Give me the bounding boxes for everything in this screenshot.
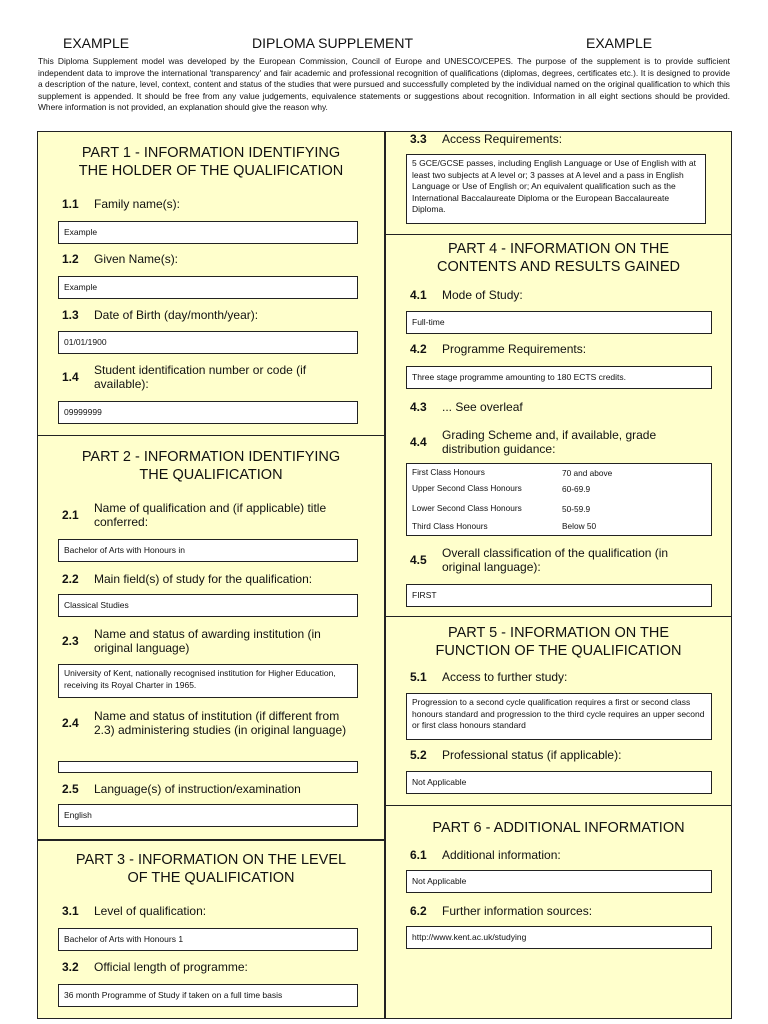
field-number: 4.2	[410, 342, 427, 356]
overall-classification-field[interactable]: FIRST	[406, 584, 712, 607]
grading-row	[412, 499, 706, 518]
field-label: Overall classification of the qualification (in original language):	[442, 546, 669, 574]
field-number: 2.1	[62, 508, 79, 522]
field-label: Given Name(s):	[94, 252, 179, 266]
document-title: DIPLOMA SUPPLEMENT	[252, 35, 414, 51]
part2-title-line2: THE QUALIFICATION	[139, 467, 283, 483]
field-4-1-label	[410, 288, 710, 302]
part6-panel	[385, 805, 732, 1019]
field-label: Date of Birth (day/month/year):	[94, 308, 259, 322]
part1-panel	[37, 131, 385, 437]
grading-row	[412, 520, 706, 532]
field-number: 5.2	[410, 748, 427, 762]
field-6-2-label	[410, 904, 710, 918]
field-number: 6.1	[410, 848, 427, 862]
field-number: 2.5	[62, 782, 79, 796]
date-of-birth-field[interactable]: 01/01/1900	[58, 331, 358, 354]
grading-scheme-table	[406, 463, 712, 536]
access-requirements-field[interactable]: 5 GCE/GCSE passes, including English Language or Use of English with at least two subjects at A level or; 3 passes at A level and a pass in English Language or Use of English or; An equivalent qualification such as the International Baccalaureate Diploma or the European Baccalaureate Diploma.	[406, 154, 706, 224]
part2-panel	[37, 435, 385, 840]
field-label: Access Requirements:	[442, 132, 563, 146]
field-label: Programme Requirements:	[442, 342, 587, 356]
field-4-4-label	[410, 428, 700, 456]
grade-range: 50-59.9	[562, 503, 591, 514]
given-name-field[interactable]: Example	[58, 276, 358, 299]
field-number: 1.1	[62, 197, 79, 211]
additional-information-field[interactable]: Not Applicable	[406, 870, 712, 893]
field-4-5-label	[410, 546, 700, 574]
part4-title-line1: PART 4 - INFORMATION ON THE	[447, 241, 669, 257]
field-label: Name and status of institution (if different from 2.3) administering studies (in original language)	[94, 709, 347, 737]
field-2-4-label	[62, 709, 362, 737]
field-label: Official length of programme:	[94, 960, 248, 974]
field-number: 1.4	[62, 370, 79, 384]
field-2-2-label	[62, 572, 362, 586]
field-label: Mode of Study:	[442, 288, 523, 302]
part4-panel	[385, 234, 732, 618]
field-2-5-label	[62, 782, 362, 796]
field-label: ... See overleaf	[442, 400, 523, 414]
qualification-name-field[interactable]: Bachelor of Arts with Honours in	[58, 539, 358, 562]
field-label: Student identification number or code (if available):	[94, 363, 307, 391]
part4-title-line2: CONTENTS AND RESULTS GAINED	[436, 259, 681, 275]
field-2-3-label	[62, 627, 352, 655]
part5-title-line1: PART 5 - INFORMATION ON THE	[447, 625, 669, 641]
grade-class: Third Class Honours	[412, 520, 488, 531]
field-4-3-label	[410, 400, 710, 414]
grade-range: 70 and above	[562, 467, 613, 478]
awarding-institution-field[interactable]: University of Kent, nationally recognised institution for Higher Education, receiving its Royal Charter in 1965.	[58, 664, 358, 698]
field-number: 2.3	[62, 634, 79, 648]
field-number: 3.1	[62, 904, 79, 918]
part5-title-line2: FUNCTION OF THE QUALIFICATION	[435, 643, 682, 659]
field-label: Further information sources:	[442, 904, 593, 918]
part3-title-line1: PART 3 - INFORMATION ON THE LEVEL	[75, 852, 347, 868]
field-1-4-label	[62, 363, 352, 391]
field-number: 4.5	[410, 553, 427, 567]
header-right-label: EXAMPLE	[586, 35, 653, 51]
grade-class: Upper Second Class Honours	[412, 483, 522, 493]
field-number: 2.2	[62, 572, 79, 586]
qualification-level-field[interactable]: Bachelor of Arts with Honours 1	[58, 928, 358, 951]
field-label: Language(s) of instruction/examination	[94, 782, 301, 796]
field-number: 2.4	[62, 716, 79, 730]
field-number: 3.3	[410, 132, 427, 146]
field-label: Name and status of awarding institution (in original language)	[94, 627, 321, 655]
part3-continued-panel	[385, 131, 732, 236]
field-number: 4.4	[410, 435, 427, 449]
part3-panel	[37, 840, 385, 1019]
field-1-1-label	[62, 197, 362, 211]
professional-status-field[interactable]: Not Applicable	[406, 771, 712, 794]
field-2-1-label	[62, 501, 352, 529]
part3-title-line2: OF THE QUALIFICATION	[127, 870, 295, 886]
field-3-1-label	[62, 904, 362, 918]
grade-class: Lower Second Class Honours	[412, 503, 522, 513]
field-1-3-label	[62, 308, 362, 322]
information-sources-field[interactable]: http://www.kent.ac.uk/studying	[406, 926, 712, 949]
part6-title: PART 6 - ADDITIONAL INFORMATION	[432, 820, 685, 836]
programme-length-field[interactable]: 36 month Programme of Study if taken on a full time basis	[58, 984, 358, 1007]
programme-requirements-field[interactable]: Three stage programme amounting to 180 ECTS credits.	[406, 366, 712, 389]
field-label: Main field(s) of study for the qualification:	[94, 572, 313, 586]
field-number: 5.1	[410, 670, 427, 684]
field-4-2-label	[410, 342, 710, 356]
part5-panel	[385, 616, 732, 807]
field-6-1-label	[410, 848, 710, 862]
field-number: 6.2	[410, 904, 427, 918]
field-3-2-label	[62, 960, 362, 974]
field-label: Level of qualification:	[94, 904, 207, 918]
field-3-3-label	[410, 132, 710, 146]
grade-class: First Class Honours	[412, 467, 485, 477]
student-id-field[interactable]: 09999999	[58, 401, 358, 424]
field-number: 1.2	[62, 252, 79, 266]
administering-institution-field[interactable]	[58, 761, 358, 773]
further-study-field[interactable]: Progression to a second cycle qualification requires a first or second class honours standard and progression to the third cycle requires an upper second or first class honours standard	[406, 693, 712, 740]
part1-title-line1: PART 1 - INFORMATION IDENTIFYING	[81, 145, 341, 161]
field-5-1-label	[410, 670, 710, 684]
field-number: 3.2	[62, 960, 79, 974]
intro-paragraph: This Diploma Supplement model was developed by the European Commission, Council of Europe and UNESCO/CEPES. The purpose of the supplement is to provide sufficient independent data to improve the international 'transparency' and fair academic and professional recognition of qualifications (diplomas, degrees, certificates etc.). It is designed to provide a description of the nature, level, context, content and status of the studies that were pursued and successfully completed by the individual named on the original qualification to which this supplement is appended. It should be free from any value judgements, equivalence statements or suggestions about recognition. Information in all eight sections should be provided. Where information is not provided, an explanation should give the reason why.	[38, 56, 730, 112]
part2-title-line1: PART 2 - INFORMATION IDENTIFYING	[81, 449, 341, 465]
grading-row	[412, 479, 706, 498]
grade-range: Below 50	[562, 521, 597, 531]
field-5-2-label	[410, 748, 710, 762]
field-1-2-label	[62, 252, 362, 266]
mode-of-study-field[interactable]: Full-time	[406, 311, 712, 334]
header-left-label: EXAMPLE	[63, 35, 130, 51]
field-label: Family name(s):	[94, 197, 181, 211]
field-label: Professional status (if applicable):	[442, 748, 622, 762]
field-label: Grading Scheme and, if available, grade distribution guidance:	[442, 428, 657, 456]
field-of-study-field[interactable]: Classical Studies	[58, 594, 358, 617]
field-number: 1.3	[62, 308, 79, 322]
field-number: 4.3	[410, 400, 427, 414]
part1-title-line2: THE HOLDER OF THE QUALIFICATION	[78, 163, 344, 179]
grading-row	[412, 467, 706, 478]
field-label: Access to further study:	[442, 670, 568, 684]
field-label: Name of qualification and (if applicable) title conferred:	[94, 501, 327, 529]
language-field[interactable]: English	[58, 804, 358, 827]
family-name-field[interactable]: Example	[58, 221, 358, 244]
grade-range: 60-69.9	[562, 483, 591, 494]
field-number: 4.1	[410, 288, 427, 302]
field-label: Additional information:	[442, 848, 561, 862]
